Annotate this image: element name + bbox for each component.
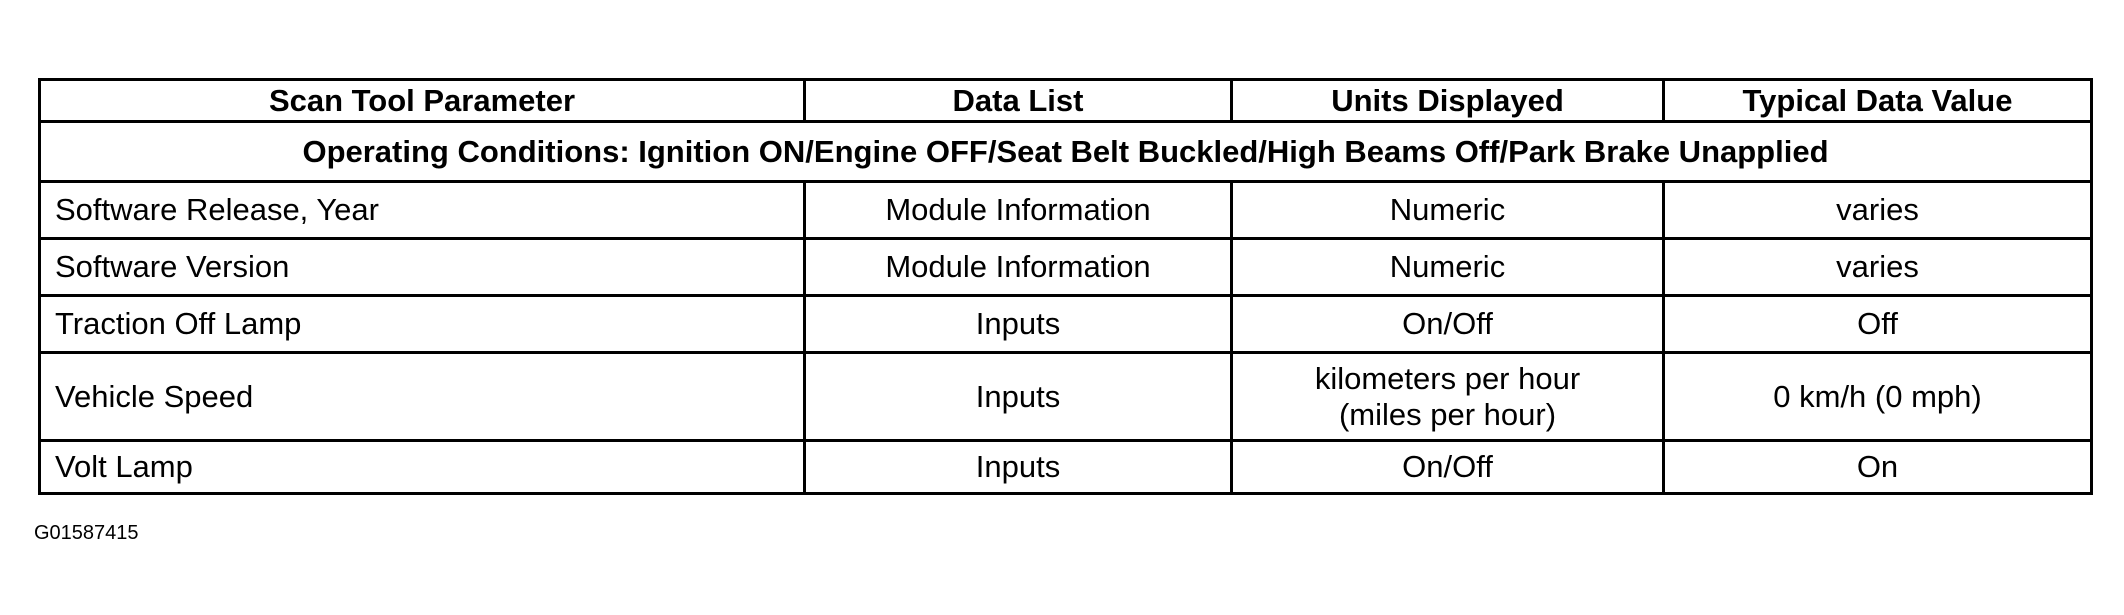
units-cell: [1232, 353, 1664, 441]
data-list-cell: Inputs: [805, 441, 1232, 494]
parameter-cell: Traction Off Lamp: [40, 296, 805, 353]
table-row: [40, 239, 2092, 296]
operating-conditions-row: [40, 122, 2092, 182]
header-scan-tool-parameter: Scan Tool Parameter: [40, 80, 805, 122]
table-row: [40, 441, 2092, 494]
figure-id: G01587415: [34, 522, 139, 544]
header-typical-data-value: Typical Data Value: [1664, 80, 2092, 122]
table-row: [40, 353, 2092, 441]
parameter-cell: Software Version: [40, 239, 805, 296]
typical-value-cell: 0 km/h (0 mph): [1664, 353, 2092, 441]
typical-value-cell: varies: [1664, 239, 2092, 296]
header-units-displayed: Units Displayed: [1232, 80, 1664, 122]
header-row: [40, 80, 2092, 122]
data-list-cell: Inputs: [805, 296, 1232, 353]
operating-conditions: Operating Conditions: Ignition ON/Engine OFF/Seat Belt Buckled/High Beams Off/Park Brake Unapplied: [40, 122, 2092, 182]
units-cell: Numeric: [1232, 239, 1664, 296]
parameter-cell: Volt Lamp: [40, 441, 805, 494]
parameter-cell: Vehicle Speed: [40, 353, 805, 441]
parameter-cell: Software Release, Year: [40, 182, 805, 239]
data-list-cell: Module Information: [805, 182, 1232, 239]
data-list-cell: Inputs: [805, 353, 1232, 441]
units-cell: On/Off: [1232, 296, 1664, 353]
data-list-cell: Module Information: [805, 239, 1232, 296]
units-cell: On/Off: [1232, 441, 1664, 494]
typical-value-cell: Off: [1664, 296, 2092, 353]
typical-value-cell: varies: [1664, 182, 2092, 239]
table-row: [40, 296, 2092, 353]
table-row: [40, 182, 2092, 239]
units-line-primary: kilometers per hour: [1314, 360, 1581, 396]
scan-tool-data-table: [38, 78, 2093, 495]
header-data-list: Data List: [805, 80, 1232, 122]
units-line-secondary: (miles per hour): [1338, 396, 1557, 432]
units-cell: Numeric: [1232, 182, 1664, 239]
typical-value-cell: On: [1664, 441, 2092, 494]
